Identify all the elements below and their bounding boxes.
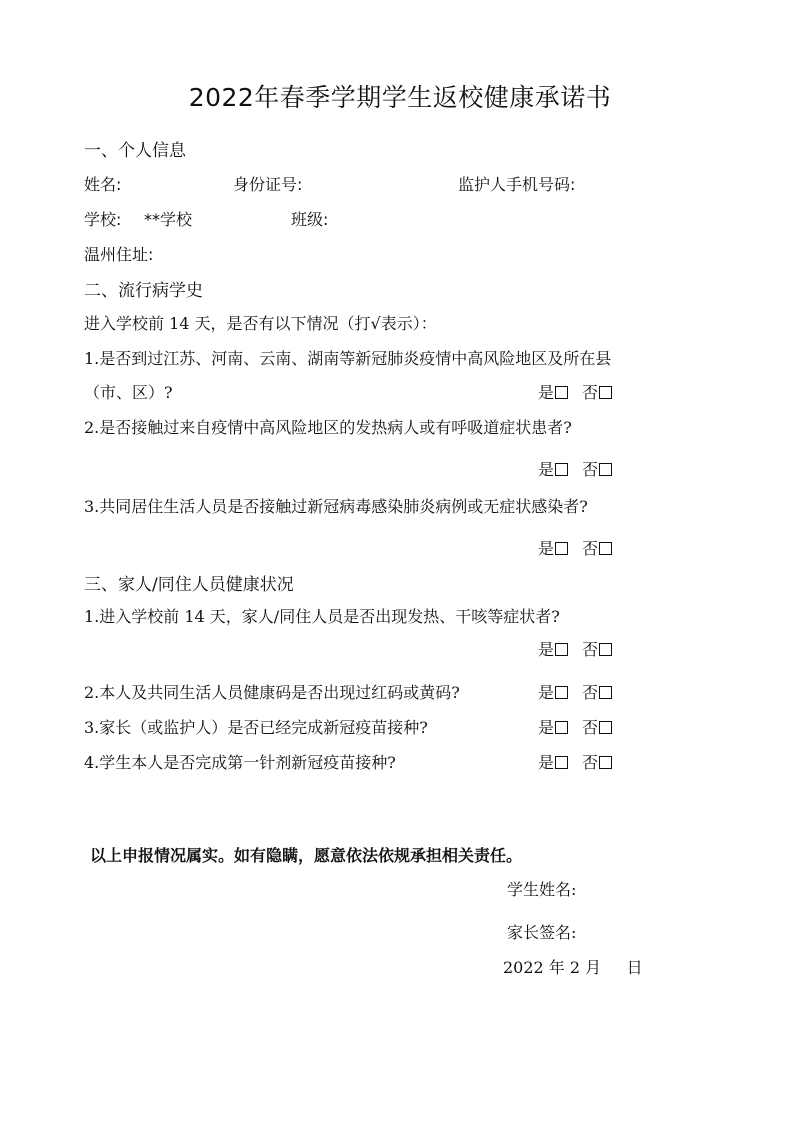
epi-question-2: 2.是否接触过来自疫情中高风险地区的发热病人或有呼吸道症状患者?	[84, 418, 572, 437]
family-question-2: 2.本人及共同生活人员健康码是否出现过红码或黄码?	[84, 683, 460, 702]
yes-checkbox[interactable]	[555, 463, 568, 476]
guardian-phone-label: 监护人手机号码:	[458, 175, 576, 194]
family-question-4: 4.学生本人是否完成第一针剂新冠疫苗接种?	[84, 753, 396, 772]
yes-label: 是	[538, 753, 555, 772]
epi-question-3-answer	[538, 536, 612, 559]
no-label: 否	[582, 640, 599, 659]
epi-question-1-line-2: （市、区）?	[84, 383, 173, 402]
no-label: 否	[582, 683, 599, 702]
family-question-2-answer	[538, 680, 612, 703]
yes-label: 是	[538, 539, 555, 558]
yes-label: 是	[538, 718, 555, 737]
no-checkbox[interactable]	[599, 542, 612, 555]
yes-checkbox[interactable]	[555, 542, 568, 555]
no-checkbox[interactable]	[599, 721, 612, 734]
yes-checkbox[interactable]	[555, 686, 568, 699]
yes-checkbox[interactable]	[555, 643, 568, 656]
no-checkbox[interactable]	[599, 643, 612, 656]
section-heading-personal: 一、个人信息	[84, 141, 186, 161]
id-number-label: 身份证号:	[233, 175, 303, 194]
student-name-label: 学生姓名:	[507, 880, 577, 899]
no-label: 否	[582, 539, 599, 558]
no-label: 否	[582, 718, 599, 737]
class-label: 班级:	[291, 210, 329, 229]
yes-label: 是	[538, 460, 555, 479]
family-question-4-answer	[538, 750, 612, 773]
no-checkbox[interactable]	[599, 686, 612, 699]
no-label: 否	[582, 383, 599, 402]
yes-checkbox[interactable]	[555, 756, 568, 769]
sign-date: 2022 年 2 月 日	[503, 958, 643, 977]
epi-question-1-line-1: 1.是否到过江苏、河南、云南、湖南等新冠肺炎疫情中高风险地区及所在县	[84, 349, 612, 368]
no-checkbox[interactable]	[599, 386, 612, 399]
family-question-1: 1.进入学校前 14 天，家人/同住人员是否出现发热、干咳等症状者?	[84, 607, 560, 626]
parent-signature-label: 家长签名:	[507, 923, 577, 942]
epi-question-3: 3.共同居住生活人员是否接触过新冠病毒感染肺炎病例或无症状感染者?	[84, 497, 588, 516]
name-label: 姓名:	[84, 175, 122, 194]
epi-question-1-answer	[538, 380, 612, 403]
yes-checkbox[interactable]	[555, 386, 568, 399]
family-question-3-answer	[538, 715, 612, 738]
yes-checkbox[interactable]	[555, 721, 568, 734]
epi-question-2-answer	[538, 457, 612, 480]
no-label: 否	[582, 753, 599, 772]
yes-label: 是	[538, 683, 555, 702]
section-heading-family: 三、家人/同住人员健康状况	[84, 575, 294, 595]
no-checkbox[interactable]	[599, 463, 612, 476]
address-label: 温州住址:	[84, 245, 154, 264]
school-label: 学校:	[84, 210, 122, 229]
no-label: 否	[582, 460, 599, 479]
no-checkbox[interactable]	[599, 756, 612, 769]
yes-label: 是	[538, 383, 555, 402]
epidemiology-intro: 进入学校前 14 天，是否有以下情况（打√表示）：	[84, 314, 437, 333]
declaration-statement: 以上申报情况属实。如有隐瞒，愿意依法依规承担相关责任。	[90, 846, 523, 865]
section-heading-epidemiology: 二、流行病学史	[84, 281, 203, 301]
family-question-3: 3.家长（或监护人）是否已经完成新冠疫苗接种?	[84, 718, 428, 737]
page-title: 2022年春季学期学生返校健康承诺书	[188, 83, 612, 112]
yes-label: 是	[538, 640, 555, 659]
school-value: **学校	[144, 210, 193, 229]
family-question-1-answer	[538, 637, 612, 660]
